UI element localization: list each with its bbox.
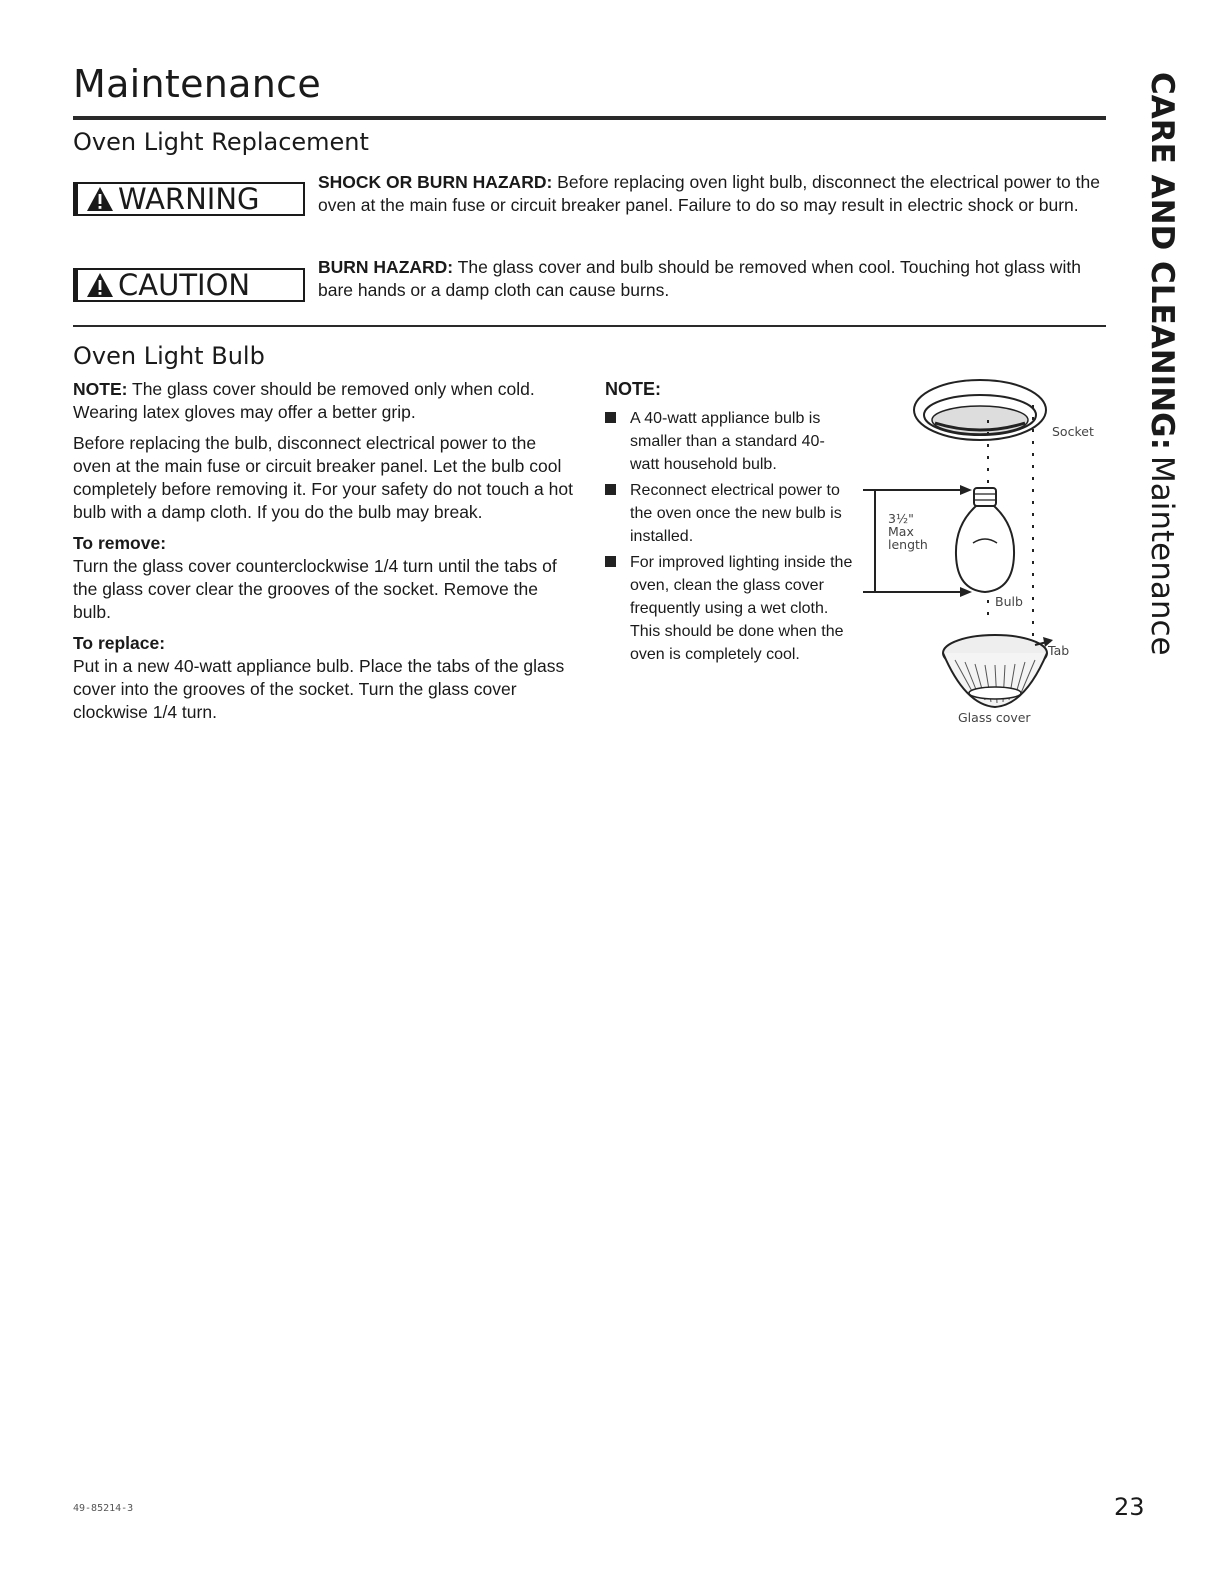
bulb-note-label: NOTE: [73, 379, 128, 399]
warning-triangle-icon [86, 186, 114, 212]
title-rule [73, 116, 1106, 120]
length-max: Max [888, 524, 914, 539]
section-divider [73, 325, 1106, 327]
socket-illustration [914, 380, 1046, 440]
side-tab [1140, 70, 1190, 710]
bullet-square-icon [605, 412, 616, 423]
notes-list [605, 407, 853, 666]
warning-label: WARNING [118, 182, 260, 216]
svg-text:CARE AND CLEANING:Maintenance [1144, 72, 1180, 656]
page-title: Maintenance [73, 62, 322, 106]
caution-triangle-icon [86, 272, 114, 298]
socket-label: Socket [1052, 424, 1094, 439]
bulb-note-text: The glass cover should be removed only when cold. Wearing latex gloves may offer a better grip. [73, 379, 535, 422]
glass-cover-illustration [943, 635, 1053, 707]
warning-heading: SHOCK OR BURN HAZARD: [318, 172, 553, 192]
bulb-note [73, 378, 573, 424]
list-item [605, 407, 853, 476]
document-code: 49-85214-3 [73, 1503, 134, 1514]
note-item-text: Reconnect electrical power to the oven once the new bulb is installed. [630, 482, 842, 545]
glass-cover-label: Glass cover [958, 710, 1031, 725]
bulb-section-title: Oven Light Bulb [73, 342, 265, 370]
length-value: 3½" [888, 511, 914, 526]
bullet-square-icon [605, 484, 616, 495]
length-word: length [888, 537, 928, 552]
bulb-illustration [956, 488, 1014, 592]
bullet-square-icon [605, 556, 616, 567]
replace-text: Put in a new 40-watt appliance bulb. Place the tabs of the glass cover into the grooves of the socket. Turn the glass cover clockwise 1/4 turn. [73, 656, 565, 722]
caution-heading: BURN HAZARD: [318, 257, 454, 277]
bulb-intro: Before replacing the bulb, disconnect electrical power to the oven at the main fuse or circuit breaker panel. Let the bulb cool completely before removing it. For your safety do not touch a hot bulb with a damp cloth. If you do the bulb may break. [73, 433, 573, 522]
warning-body: Before replacing oven light bulb, disconnect the electrical power to the oven at the main fuse or circuit breaker panel. Failure to do so may result in electric shock or burn. [318, 172, 1100, 215]
list-item [605, 479, 853, 548]
side-tab-bold: CARE AND CLEANING: [1144, 72, 1180, 450]
length-label [888, 512, 928, 551]
caution-label: CAUTION [118, 268, 251, 302]
notes-panel [605, 378, 853, 669]
warning-label-box [73, 182, 305, 216]
remove-text: Turn the glass cover counterclockwise 1/4 turn until the tabs of the glass cover clear the grooves of the socket. Remove the bulb. [73, 556, 557, 622]
remove-heading: To remove: [73, 533, 167, 553]
section-title: Oven Light Replacement [73, 128, 369, 156]
bulb-label: Bulb [995, 594, 1023, 609]
caution-label-box [73, 268, 305, 302]
note-item-text: A 40-watt appliance bulb is smaller than a standard 40-watt household bulb. [630, 410, 825, 473]
list-item [605, 551, 853, 666]
replace-heading: To replace: [73, 633, 166, 653]
bulb-instructions [73, 378, 573, 724]
note-item-text: For improved lighting inside the oven, clean the glass cover frequently using a wet cloth. This should be done when the oven is completely cool. [630, 554, 853, 663]
side-tab-light: Maintenance [1144, 455, 1180, 656]
tab-label: Tab [1048, 643, 1070, 658]
caution-body: The glass cover and bulb should be removed when cool. Touching hot glass with bare hands or a damp cloth can cause burns. [318, 257, 1081, 300]
caution-text [318, 256, 1108, 302]
page-number: 23 [1114, 1493, 1145, 1521]
notes-heading: NOTE: [605, 379, 661, 399]
warning-text [318, 171, 1108, 217]
